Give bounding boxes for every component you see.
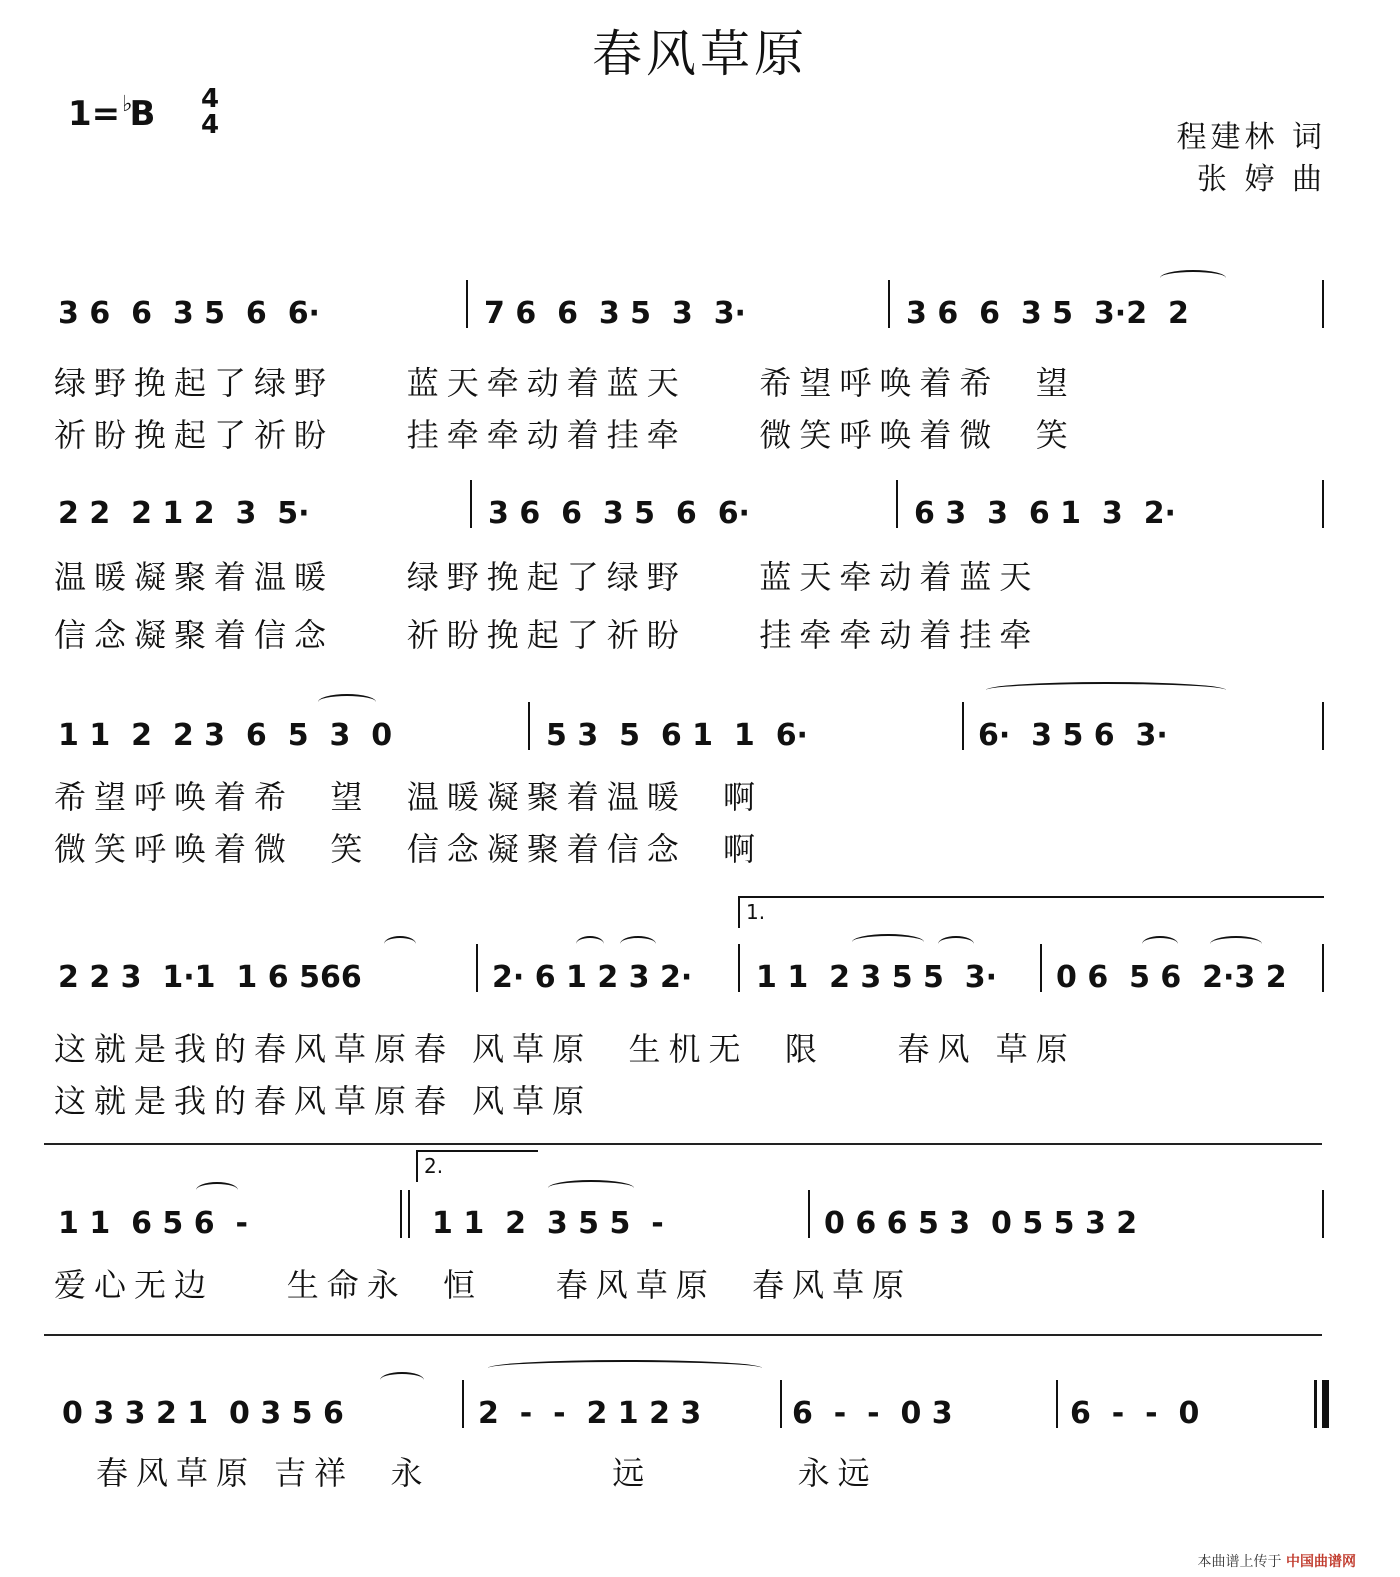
slur — [620, 936, 656, 952]
slur — [380, 1372, 424, 1388]
measure-notes: 2 2 3 1·1 1 6 566 — [58, 960, 362, 995]
bar-line — [470, 480, 472, 528]
time-signature — [198, 86, 222, 138]
bar-line — [1322, 1190, 1324, 1238]
slur — [384, 936, 416, 952]
measure-notes: 3 6 6 3 5 6 6· — [58, 296, 320, 331]
song-title: 春风草原 — [592, 25, 808, 83]
footer-watermark — [1198, 1551, 1356, 1571]
slur — [986, 682, 1226, 698]
volta-label: 2. — [424, 1154, 444, 1178]
bar-line — [466, 280, 468, 328]
final-bar-line — [1314, 1380, 1317, 1428]
bar-line — [780, 1380, 782, 1428]
measure-notes: 6 - - 0 — [1070, 1396, 1200, 1431]
measure-notes: 2 - - 2 1 2 3 — [478, 1396, 702, 1431]
bar-line — [1322, 702, 1324, 750]
bar-line — [476, 944, 478, 992]
measure-notes: 0 6 5 6 2·3 2 — [1056, 960, 1287, 995]
time-bottom: 4 — [200, 110, 220, 140]
measure-notes: 2 2 2 1 2 3 5· — [58, 496, 310, 531]
lyric-line-1: 春风草原 吉祥 永 远 永远 — [96, 1454, 878, 1492]
measure-notes: 0 6 6 5 3 0 5 5 3 2 — [824, 1206, 1138, 1241]
lyric-line-1: 爱心无边 生命永 恒 春风草原 春风草原 — [54, 1266, 913, 1304]
slur — [1160, 270, 1226, 286]
measure-notes: 1 1 2 3 5 5 - — [432, 1206, 664, 1241]
double-bar-line — [400, 1190, 410, 1238]
footer-prefix: 本曲谱上传于 — [1197, 1554, 1282, 1570]
slur — [1210, 936, 1262, 952]
measure-notes: 1 1 6 5 6 - — [58, 1206, 248, 1241]
bar-line — [1322, 280, 1324, 328]
lyric-line-1: 温暖凝聚着温暖 绿野挽起了绿野 蓝天牵动着蓝天 — [54, 558, 1040, 596]
lyricist-credit: 程建林 词 — [1176, 120, 1326, 155]
slur — [488, 1360, 762, 1376]
slur — [852, 934, 924, 950]
bar-line — [462, 1380, 464, 1428]
site-logo: 中国曲谱网 — [1286, 1554, 1356, 1570]
bar-line — [1056, 1380, 1058, 1428]
lyric-line-1: 希望呼唤着希 望 温暖凝聚着温暖 啊 — [54, 778, 764, 816]
bar-line — [896, 480, 898, 528]
lyric-line-2: 这就是我的春风草原春 风草原 — [54, 1082, 593, 1120]
measure-notes: 6 3 3 6 1 3 2· — [914, 496, 1176, 531]
bar-line — [808, 1190, 810, 1238]
key-signature — [68, 94, 155, 134]
measure-notes: 2· 6 1 2 3 2· — [492, 960, 693, 995]
composer-credit: 张 婷 曲 — [1196, 162, 1326, 197]
volta-bracket-1 — [738, 896, 1324, 928]
key-note: B — [129, 94, 156, 134]
slur — [318, 694, 376, 710]
slur — [938, 936, 974, 952]
bar-line — [962, 702, 964, 750]
lyric-line-2: 微笑呼唤着微 笑 信念凝聚着信念 啊 — [54, 830, 764, 868]
bar-line — [1322, 944, 1324, 992]
time-top: 4 — [200, 84, 220, 114]
measure-notes: 6· 3 5 6 3· — [978, 718, 1168, 753]
lyric-line-2: 信念凝聚着信念 祈盼挽起了祈盼 挂牵牵动着挂牵 — [54, 616, 1040, 654]
slur — [1142, 936, 1178, 952]
slur — [196, 1182, 238, 1198]
lyric-line-2: 祈盼挽起了祈盼 挂牵牵动着挂牵 微笑呼唤着微 笑 — [54, 416, 1076, 454]
lyric-line-1: 这就是我的春风草原春 风草原 生机无 限 春风 草原 — [54, 1030, 1076, 1068]
measure-notes: 7 6 6 3 5 3 3· — [484, 296, 746, 331]
slur — [548, 1180, 634, 1196]
bar-line — [738, 944, 740, 992]
key-one: 1= — [68, 94, 121, 134]
bar-line — [1040, 944, 1042, 992]
staff-divider — [44, 1143, 1322, 1145]
measure-notes: 5 3 5 6 1 1 6· — [546, 718, 808, 753]
measure-notes: 1 1 2 3 5 5 3· — [756, 960, 998, 995]
volta-label: 1. — [746, 900, 766, 924]
bar-line — [888, 280, 890, 328]
measure-notes: 0 3 3 2 1 0 3 5 6 — [62, 1396, 344, 1431]
staff-divider — [44, 1334, 1322, 1336]
volta-bracket-2 — [416, 1150, 538, 1182]
measure-notes: 1 1 2 2 3 6 5 3 0 — [58, 718, 393, 753]
final-bar-line-thick — [1322, 1380, 1329, 1428]
flat-icon: ♭ — [122, 92, 133, 117]
lyric-line-1: 绿野挽起了绿野 蓝天牵动着蓝天 希望呼唤着希 望 — [54, 364, 1076, 402]
measure-notes: 3 6 6 3 5 6 6· — [488, 496, 750, 531]
measure-notes: 6 - - 0 3 — [792, 1396, 953, 1431]
slur — [576, 936, 604, 952]
bar-line — [528, 702, 530, 750]
measure-notes: 3 6 6 3 5 3·2 2 — [906, 296, 1189, 331]
bar-line — [1322, 480, 1324, 528]
